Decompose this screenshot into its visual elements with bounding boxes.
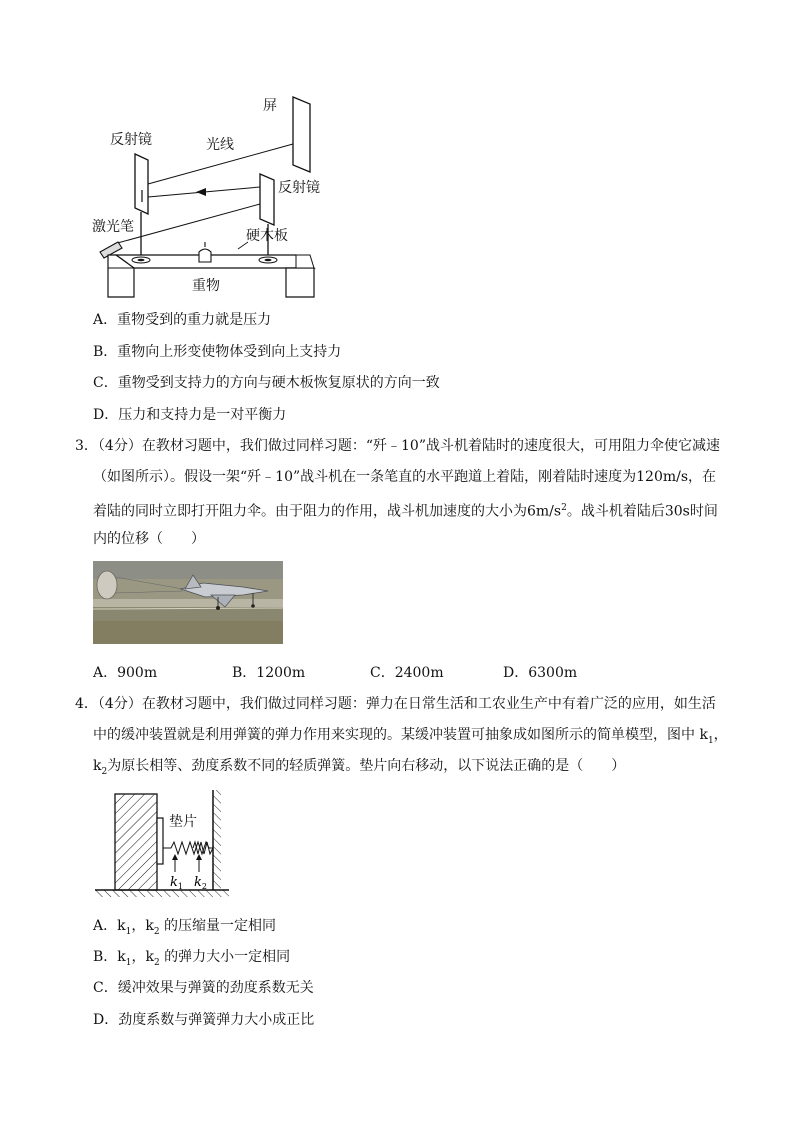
- q4-number: 4．: [75, 696, 98, 712]
- q4-option-c: C．缓冲效果与弹簧的劲度系数无关: [93, 980, 314, 996]
- left-mirror-label: 反射镜: [110, 132, 152, 148]
- ray-from-laser: [114, 204, 260, 244]
- q4-score: （4分）: [97, 696, 142, 712]
- board-label: 硬木板: [246, 228, 288, 244]
- wall-shape: [213, 790, 221, 890]
- laser-label: 激光笔: [92, 219, 134, 235]
- light-label: 光线: [206, 137, 234, 153]
- q3-line-4: 内的位移（ ）: [93, 531, 205, 547]
- weight-label: 重物: [192, 278, 220, 294]
- right-block-shape: [286, 268, 314, 297]
- spring-buffer-figure: [93, 786, 243, 898]
- q3-line-2: （如图所示）。假设一架“歼﹣10”战斗机在一条笔直的水平跑道上着陆，刚着陆时速度为120m/s，在: [93, 469, 717, 485]
- screen-shape: [293, 97, 310, 172]
- q2-option-b: B．重物向上形变使物体受到向上支持力: [93, 344, 342, 360]
- q3-number: 3．: [75, 438, 98, 454]
- q3-option-d: D．6300m: [503, 665, 578, 681]
- q3-option-a: A．900m: [93, 665, 158, 681]
- buffer-block-shape: [115, 794, 157, 890]
- q4-option-a: A．$k_1$，$k_2$ 的压缩量一定相同: [93, 918, 276, 937]
- q2-option-a: A．重物受到的重力就是压力: [93, 312, 272, 328]
- q4-option-d: D．劲度系数与弹簧弹力大小成正比: [93, 1012, 315, 1028]
- fighter-jet-photo: [93, 561, 283, 644]
- q4-line-2: 中的缓冲装置就是利用弹簧的弹力作用来实现的。某缓冲装置可抽象成如图所示的简单模型，图中 $k_1$，: [93, 727, 728, 746]
- drag-chute-shape: [97, 571, 117, 599]
- q3-score: （4分）: [97, 438, 142, 454]
- q3-option-c: C．2400m: [370, 665, 444, 681]
- q2-option-d: D．压力和支持力是一对平衡力: [93, 407, 287, 423]
- right-mirror-label: 反射镜: [278, 180, 320, 196]
- q4-line-1: 4．（4分）在教材习题中，我们做过同样习题：弹力在日常生活和工农业生产中有着广泛的应用，如生活: [75, 696, 716, 712]
- k1-label: $k_1$: [170, 875, 183, 891]
- q3-line-3: 着陆的同时立即打开阻力伞。由于阻力的作用，战斗机加速度的大小为$6m/s^2$。战斗机着陆后30s时间: [93, 503, 718, 520]
- screen-label: 屏: [263, 98, 277, 114]
- weight-shape: [199, 249, 211, 262]
- k2-label: $k_2$: [194, 875, 207, 891]
- right-mirror-shape: [260, 174, 274, 225]
- q3-line-1: 3．（4分）在教材习题中，我们做过同样习题：“歼﹣10”战斗机着陆时的速度很大，可用阻力伞使它减速: [75, 438, 720, 454]
- pad-label: 垫片: [169, 814, 197, 830]
- pad-shape: [157, 818, 163, 864]
- q2-option-c: C．重物受到支持力的方向与硬木板恢复原状的方向一致: [93, 375, 440, 391]
- left-mirror-shape: [135, 154, 148, 214]
- q4-option-b: B．$k_1$，$k_2$ 的弹力大小一定相同: [93, 949, 291, 968]
- mirror-apparatus-figure: [88, 92, 328, 302]
- q3-option-b: B．1200m: [232, 665, 306, 681]
- q4-line-3: $k_2$为原长相等、劲度系数不同的轻质弹簧。垫片向右移动，以下说法正确的是（ ）: [93, 758, 626, 777]
